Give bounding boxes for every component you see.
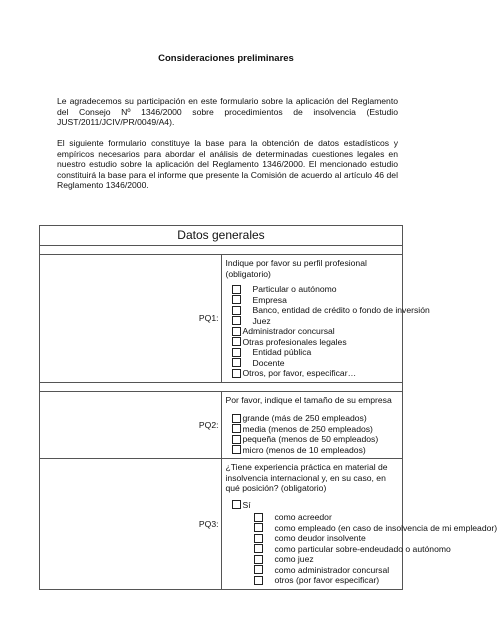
- question-label: Por favor, indique el tamaño de su empresa: [225, 394, 392, 405]
- option-row[interactable]: como empleado (en caso de insolvencia de mi empleador): [226, 523, 399, 534]
- option-row[interactable]: micro (menos de 10 empleados): [226, 445, 399, 456]
- option-row[interactable]: como particular sobre-endeudado o autónomo: [226, 544, 399, 555]
- question-cell: [221, 255, 430, 383]
- checkbox[interactable]: [254, 576, 263, 585]
- checkbox[interactable]: [232, 337, 241, 346]
- checkbox[interactable]: [232, 327, 241, 336]
- section-header: Datos generales: [177, 228, 265, 242]
- checkbox[interactable]: [232, 285, 241, 294]
- intro-paragraph: El siguiente formulario constituye la base para la obtención de datos estadísticos y empíricos necesarios para abordar el análisis de determinadas cuestiones legales en nuestro estudio sobre la aplicación del Reglamento 1346/2000. El mencionado estudio constituirá la base para el informe que presente la Comisión de acuerdo al artículo 46 del Reglamento 1346/2000.: [57, 138, 398, 191]
- checkbox[interactable]: [254, 544, 263, 553]
- option-row[interactable]: Banco, entidad de crédito o fondo de inversión: [226, 305, 399, 316]
- spacer-row: [40, 382, 403, 391]
- checkbox[interactable]: [254, 523, 263, 532]
- option-row[interactable]: Administrador concursal: [226, 326, 399, 337]
- question-label: ¿Tiene experiencia práctica en material de insolvencia internacional y, en su caso, en qué posición? (obligatorio): [225, 462, 388, 493]
- checkbox[interactable]: [232, 435, 241, 444]
- option-row[interactable]: Juez: [226, 316, 399, 327]
- option-row[interactable]: Docente: [226, 358, 399, 369]
- option-row[interactable]: Entidad pública: [226, 347, 399, 358]
- option-row[interactable]: grande (más de 250 empleados): [226, 413, 399, 424]
- checkbox[interactable]: [232, 316, 241, 325]
- checkbox[interactable]: [232, 500, 241, 509]
- question-cell: [221, 459, 497, 590]
- option-row-yes[interactable]: Sí: [226, 500, 399, 511]
- option-row[interactable]: Empresa: [226, 295, 399, 306]
- checkbox[interactable]: [232, 306, 241, 315]
- checkbox[interactable]: [232, 369, 241, 378]
- question-code: PQ1:: [40, 255, 222, 383]
- option-row[interactable]: como juez: [226, 554, 399, 565]
- question-label: Indique por favor su perfil profesional (obligatorio): [225, 258, 367, 279]
- checkbox[interactable]: [254, 513, 263, 522]
- section-header-cell: [40, 226, 403, 246]
- checkbox[interactable]: [232, 348, 241, 357]
- spacer-row: [40, 246, 403, 255]
- option-row[interactable]: como administrador concursal: [226, 565, 399, 576]
- option-row[interactable]: Otros, por favor, especificar…: [226, 368, 399, 379]
- option-row[interactable]: como acreedor: [226, 512, 399, 523]
- checkbox[interactable]: [232, 445, 241, 454]
- option-row[interactable]: otros (por favor especificar): [226, 575, 399, 586]
- checkbox[interactable]: [232, 414, 241, 423]
- checkbox[interactable]: [232, 358, 241, 367]
- checkbox[interactable]: [254, 555, 263, 564]
- checkbox[interactable]: [232, 424, 241, 433]
- checkbox[interactable]: [254, 534, 263, 543]
- option-row[interactable]: como deudor insolvente: [226, 533, 399, 544]
- intro-paragraph: Le agradecemos su participación en este formulario sobre la aplicación del Reglamento del Consejo Nº 1346/2000 sobre procedimientos de insolvencia (Estudio JUST/2011/JCIV/PR/0049/A4).: [57, 96, 398, 128]
- option-row[interactable]: media (menos de 250 empleados): [226, 424, 399, 435]
- option-row[interactable]: pequeña (menos de 50 empleados): [226, 434, 399, 445]
- document-title: Consideraciones preliminares: [158, 53, 294, 64]
- option-row[interactable]: Otras profesionales legales: [226, 337, 399, 348]
- checkbox[interactable]: [254, 565, 263, 574]
- questionnaire-table: [39, 225, 497, 590]
- question-cell: [221, 391, 403, 459]
- option-row[interactable]: Particular o autónomo: [226, 284, 399, 295]
- question-code: PQ3:: [40, 459, 222, 590]
- checkbox[interactable]: [232, 295, 241, 304]
- question-code: PQ2:: [40, 391, 222, 459]
